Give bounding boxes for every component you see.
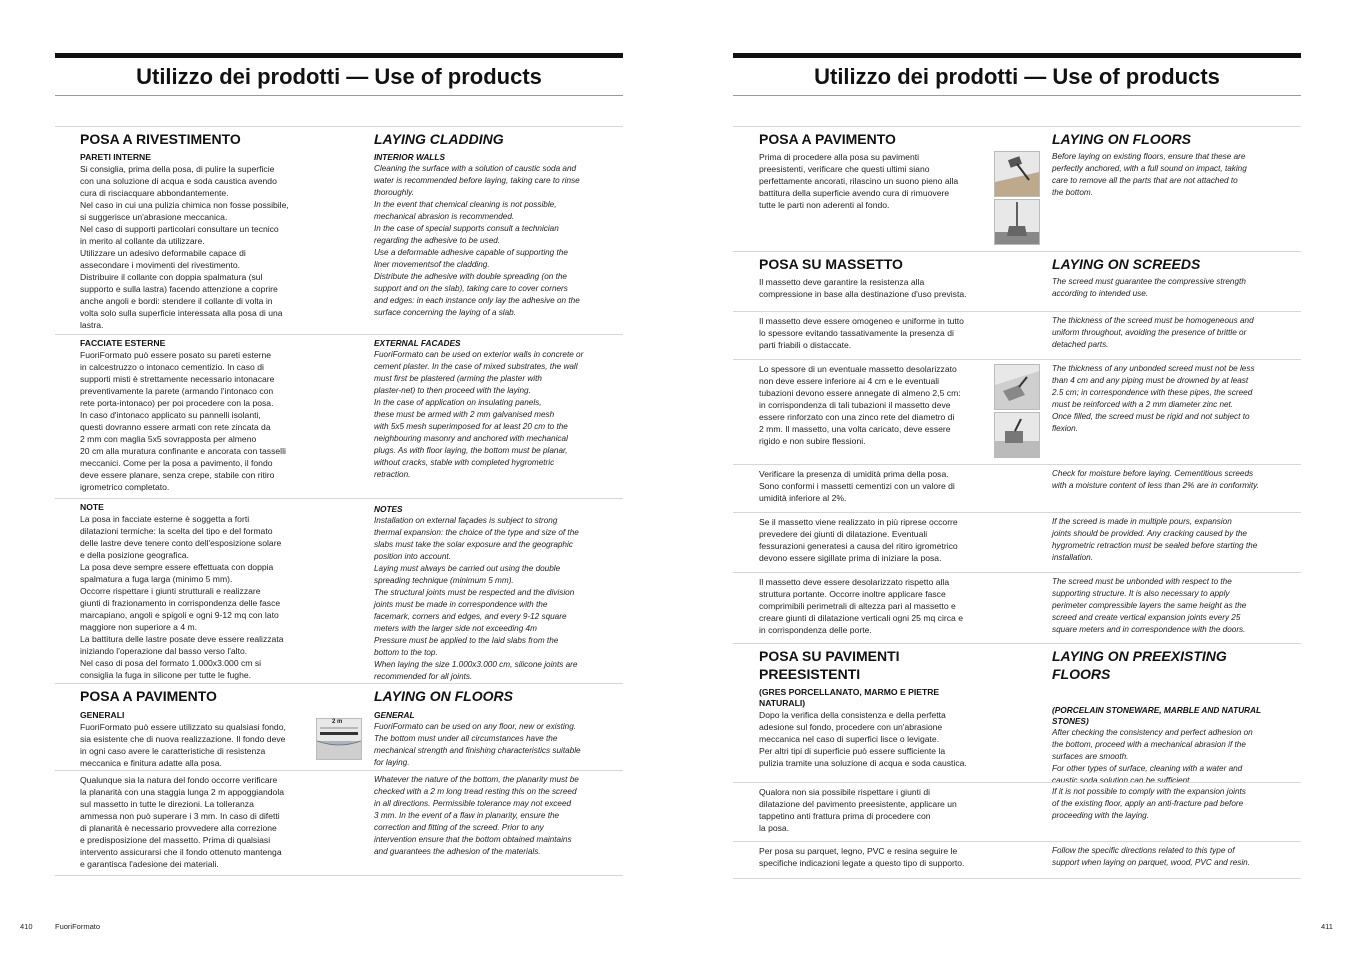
subheading-porcelain: (PORCELAIN STONEWARE, MARBLE AND NATURAL STONES) <box>1052 705 1262 726</box>
text-generali-it: FuoriFormato può essere utilizzato su qualsiasi fondo, sia esistente che di nuova realizzazione. Il fondo deve in ogni caso avere le caratteristiche di resistenza meccanica e finitura adatte alla posa. <box>80 722 286 768</box>
section-massetto-1 <box>733 251 1301 311</box>
text-preesistenti-1-en: After checking the consistency and perfect adhesion on the bottom, proceed with a mechanical abrasion if the surfaces are smooth. For other types of surface, cleaning with a water and caustic soda solution can be sufficient. <box>1052 728 1253 785</box>
footer-brand: FuoriFormato <box>55 922 101 931</box>
section-rivestimento-pareti <box>55 126 623 334</box>
text-pavimento-it: Prima di procedere alla posa su pavimenti preesistenti, verificare che questi ultimi siano perfettamente ancorati, rilascino un suono pieno alla battitura della superficie avendo cura di rimuovere tutte le parti non aderenti al fondo. <box>759 152 959 210</box>
text-pavimento-en: Before laying on existing floors, ensure that these are perfectly anchored, with a full sound on impact, taking care to remove all the parts that are not attached to the bottom. <box>1052 152 1247 197</box>
text-massetto-5-en: If the screed is made in multiple pours, expansion joints should be provided. Any cracking caused by the hygrometric retraction must be sealed before starting the installation. <box>1052 517 1258 562</box>
text-note-it: La posa in facciate esterne è soggetta a forti dilatazioni termiche: la scelta del tipo e del formato delle lastre deve tenere conto dell'esposizione solare e della posizione geografica. La posa deve sempre essere effettuata con doppia spalmatura a fuga larga (minimo 5 mm). Occorre rispettare i giunti strutturali e realizzare giunti di frazionamento in corrispondenza delle fasce marcapiano, angoli e spigoli e ogni 9-12 mq con lato maggiore non superiore a 4 m. La battitura delle lastre posate deve essere realizzata iniziando l'operazione dal basso verso l'alto. Nel caso di posa del formato 1.000x3.000 cm si consiglia la fuga in silicone per tutte le fughe. <box>80 514 284 680</box>
hammer-icon <box>995 152 1039 196</box>
section-note <box>55 498 623 683</box>
heading-posa-rivestimento: POSA A RIVESTIMENTO <box>80 131 241 147</box>
text-preesistenti-2-en: If it is not possible to comply with the expansion joints of the existing floor, apply an anti-fracture pad before proceeding with the laying. <box>1052 787 1246 820</box>
section-massetto-6 <box>733 572 1301 643</box>
heading-laying-preexisting: LAYING ON PREEXISTING FLOORS <box>1052 648 1227 682</box>
text-planarity-en: Whatever the nature of the bottom, the planarity must be checked with a 2 m long tread resting this on the screed in all directions. Permissible tolerance may not exceed 3 mm. In the event of a flaw in planarity, ensure the correction and fitting of the screed. Prior to any intervention ensure that the bottom obtained maintains and guarantees the adhesion of the materials. <box>374 775 579 856</box>
straightedge-image <box>316 718 362 760</box>
heading-laying-screeds: LAYING ON SCREEDS <box>1052 256 1201 272</box>
text-facciate-it: FuoriFormato può essere posato su pareti esterne in calcestruzzo o intonaco cementizio. In caso di supporti misti è strettamente necessario intonacare preventivamente la parete (armando l'intonaco con rete porta-intonaco) per poi procedere con la posa. In caso d'intonaco applicato su pannelli isolanti, questi dovranno essere armati con rete zincata da 2 mm con maglia 5x5 sovrapposta per almeno 20 cm alla muratura confinante e ancorata con tasselli meccanici. Come per la posa a pavimento, il fondo deve essere planare, senza crepe, stabile con ritiro igrometrico completato. <box>80 350 286 492</box>
text-note-en: Installation on external façades is subject to strong thermal expansion: the choice of the type and size of the slabs must take the solar exposure and the geographic position into account. Laying must always be carried out using the double spreading technique (minimum 5 mm). The structural joints must be respected and the division joints must be made in correspondence with the facemark, corners and edges, and every 9-12 square meters with the larger side not exceeding 4m Pressure must be applied to the laid slabs from the bottom to the top. When laying the size 1.000x3.000 cm, silicone joints are recommended for all joints. <box>374 516 579 681</box>
straightedge-diagram <box>317 719 361 759</box>
left-page <box>55 53 623 876</box>
section-preesistenti-3 <box>733 841 1301 879</box>
text-preesistenti-1-it: Dopo la verifica della consistenza e della perfetta adesione sul fondo, procedere con un'abrasione meccanica nel caso di superfici lisce o levigate. Per altri tipi di superficie può essere sufficiente la pulizia tramite una soluzione di acqua e soda caustica. <box>759 710 967 768</box>
text-preesistenti-3-it: Per posa su parquet, legno, PVC e resina seguire le specifiche indicazioni legate a questo tipo di supporto. <box>759 846 965 868</box>
section-posa-pavimento <box>733 126 1301 251</box>
section-massetto-2 <box>733 311 1301 359</box>
text-massetto-3-en: The thickness of any unbonded screed must not be less than 4 cm and any piping must be drowned by at least 2.5 cm; in correspondence with these pipes, the screed must be reinforced with a 2 mm diameter zinc net. Once filled, the screed must be rigid and not subject to flexion. <box>1052 364 1255 433</box>
section-massetto-5 <box>733 512 1301 572</box>
subheading-notes: NOTES <box>374 504 403 514</box>
section-planarita <box>55 770 623 876</box>
heading-posa-massetto: POSA SU MASSETTO <box>759 256 903 272</box>
heading-laying-floors: LAYING ON FLOORS <box>374 688 513 704</box>
text-massetto-6-it: Il massetto deve essere desolarizzato rispetto alla struttura portante. Occorre inoltre applicare fasce comprimibili perimetrali di altezza pari al massetto e creare giunti di dilatazione verticali ogni 25 mq circa e in corrispondenza delle porte. <box>759 577 963 635</box>
text-massetto-4-it: Verificare la presenza di umidità prima della posa. Sono conformi i massetti cementizi con un valore di umidità inferiore al 2%. <box>759 469 955 503</box>
page-title: Utilizzo dei prodotti — Use of products <box>814 64 1220 89</box>
footer-page-number-left: 410 <box>20 922 33 931</box>
text-general-en: FuoriFormato can be used on any floor, new or existing. The bottom must under all circumstances have the mechanical strength and finishing characteristics suitable for laying. <box>374 722 581 767</box>
text-massetto-6-en: The screed must be unbonded with respect to the supporting structure. It is also necessary to apply perimeter compressible layers the same height as the screed and create vertical expansion joints every 25 square meters and in correspondence with the doors. <box>1052 577 1247 634</box>
right-page <box>733 53 1301 879</box>
text-preesistenti-2-it: Qualora non sia possibile rispettare i giunti di dilatazione del pavimento preesistente, applicare un tappetino anti frattura prima di procedere con la posa. <box>759 787 957 833</box>
broom-icon <box>995 200 1039 244</box>
section-preesistenti-2 <box>733 782 1301 841</box>
subheading-gres: (GRES PORCELLANATO, MARMO E PIETRE NATURALI) <box>759 687 940 708</box>
title-divider <box>733 95 1301 96</box>
subheading-generali: GENERALI <box>80 710 125 720</box>
heading-posa-pavimento: POSA A PAVIMENTO <box>80 688 217 704</box>
text-facciate-en: FuoriFormato can be used on exterior walls in concrete or cement plaster. In the case of mixed substrates, the wall must first be plastered (arming the plaster with plaster-net) to then proceed with the laying. In the case of application on insulating panels, these must be armed with 2 mm galvanised mesh with 5x5 mesh superimposed for at least 20 cm to the neighbouring masonry and anchored with mechanical plugs. As with floor laying, the bottom must be planar, without cracks, stable with completed hygrometric retraction. <box>374 350 584 479</box>
heading-laying-cladding: LAYING CLADDING <box>374 131 504 147</box>
broom-image <box>994 199 1040 245</box>
trowel-image-2 <box>994 412 1040 458</box>
text-preesistenti-3-en: Follow the specific directions related to this type of support when laying on parquet, wood, PVC and resin. <box>1052 846 1250 867</box>
section-facciate <box>55 334 623 498</box>
text-massetto-2-it: Il massetto deve essere omogeneo e uniforme in tutto lo spessore evitando tassativamente la presenza di parti friabili o distaccate. <box>759 316 964 350</box>
hammer-tile-image <box>994 151 1040 197</box>
subheading-external-facades: EXTERNAL FACADES <box>374 338 461 348</box>
text-massetto-3-it: Lo spessore di un eventuale massetto desolarizzato non deve essere inferiore ai 4 cm e le eventuali tubazioni devono essere annegate di almeno 2,5 cm: in corrispondenza di tali tubazioni il massetto deve essere rinforzato con una zinco rete del diametro di 2 mm. Il massetto, una volta caricato, deve essere rigido e non subire flessioni. <box>759 364 961 446</box>
section-preesistenti-1 <box>733 643 1301 785</box>
section-massetto-4 <box>733 464 1301 512</box>
text-pareti-it: Si consiglia, prima della posa, di pulire la superficie con una soluzione di acqua e soda caustica avendo cura di risciacquare abbondantemente. Nel caso in cui una pulizia chimica non fosse possibile, si suggerisce un'abrasione meccanica. Nel caso di supporti particolari consultare un tecnico in merito al collante da utilizzare. Utilizzare un adesivo deformabile capace di assecondare i movimenti del rivestimento. Distribuire il collante con doppia spalmatura (sul supporto e sulla lastra) facendo attenzione a coprire anche angoli e bordi: stendere il collante di volta in volta solo sulla superficie interessata alla posa di una lastra. <box>80 164 289 330</box>
subheading-facciate-esterne: FACCIATE ESTERNE <box>80 338 166 348</box>
heading-posa-preesistenti: POSA SU PAVIMENTI PREESISTENTI <box>759 648 900 682</box>
trowel-icon <box>995 365 1039 409</box>
text-planarita-it: Qualunque sia la natura del fondo occorre verificare la planarità con una staggia lunga 2 m appoggiandola sul massetto in tutte le direzioni. La tolleranza ammessa non può superare i 3 mm. In caso di difetti di planarità è necessario provvedere alla correzione e predisposizione del massetto. Prima di qualsiasi intervento assicurarsi che il fondo ottenuto mantenga e garantisca l'adesione dei materiali. <box>80 775 285 869</box>
section-massetto-3 <box>733 359 1301 464</box>
text-pareti-en: Cleaning the surface with a solution of caustic soda and water is recommended before laying, taking care to rinse thoroughly. In the event that chemical cleaning is not possible, mechanical abrasion is recommended. In the case of special supports consult a technician regarding the adhesive to be used. Use a deformable adhesive capable of supporting the liner movementsof the cladding. Distribute the adhesive with double spreading (on the support and on the slab), taking care to cover corners and edges: in each instance only lay the adhesive on the surface concerning the laying of a slab. <box>374 164 580 317</box>
heading-laying-floors: LAYING ON FLOORS <box>1052 131 1191 147</box>
text-massetto-1-it: Il massetto deve garantire la resistenza alla compressione in base alla destinazione d'uso prevista. <box>759 277 967 299</box>
straightedge-label: 2 m <box>332 719 343 725</box>
footer-page-number-right: 411 <box>1321 922 1333 931</box>
notched-trowel-icon <box>995 413 1039 457</box>
subheading-interior-walls: INTERIOR WALLS <box>374 152 445 162</box>
page-title: Utilizzo dei prodotti — Use of products <box>136 64 542 89</box>
subheading-general: GENERAL <box>374 710 415 720</box>
heading-posa-pavimento: POSA A PAVIMENTO <box>759 131 896 147</box>
text-massetto-5-it: Se il massetto viene realizzato in più riprese occorre prevedere dei giunti di dilatazione. Eventuali fessurazioni generatesi a causa del ritiro igrometrico devono essere sigillate prima di iniziare la posa. <box>759 517 958 563</box>
subheading-note: NOTE <box>80 502 104 512</box>
section-pavimento-generali <box>55 683 623 770</box>
text-massetto-4-en: Check for moisture before laying. Cementitious screeds with a moisture content of less than 2% are in conformity. <box>1052 469 1259 490</box>
title-divider <box>55 95 623 96</box>
text-massetto-2-en: The thickness of the screed must be homogeneous and uniform throughout, avoiding the presence of brittle or detached parts. <box>1052 316 1254 349</box>
text-massetto-1-en: The screed must guarantee the compressive strength according to intended use. <box>1052 277 1246 298</box>
trowel-image-1 <box>994 364 1040 410</box>
subheading-pareti-interne: PARETI INTERNE <box>80 152 151 162</box>
